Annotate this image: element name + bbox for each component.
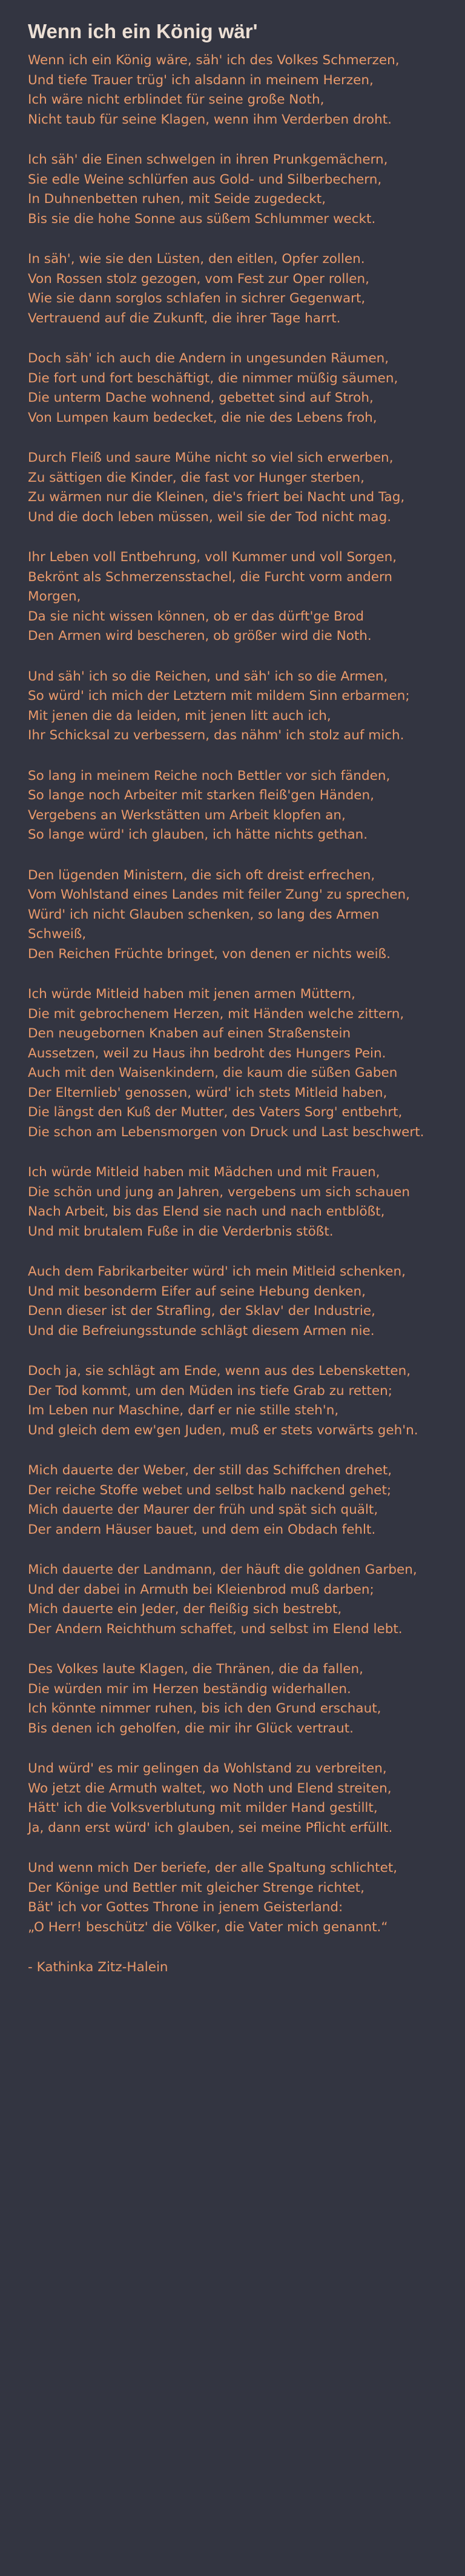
stanza (28, 150, 437, 229)
stanza (28, 1560, 437, 1639)
poem-line: Die fort und fort beschäftigt, die nimmer müßig säumen, (28, 370, 398, 386)
poem-line: Ihr Schicksal zu verbessern, das nähm' ich stolz auf mich. (28, 728, 404, 743)
stanza (28, 1461, 437, 1540)
poem-line: Und die doch leben müssen, weil sie der Tod nicht mag. (28, 509, 392, 525)
stanza (28, 548, 437, 647)
poem-line: So lange noch Arbeiter mit starken fleiß'gen Händen, (28, 788, 374, 803)
stanza (28, 667, 437, 746)
poem-line: Bekrönt als Schmerzensstachel, die Furcht vorm andern Morgen, (28, 569, 393, 604)
stanza (28, 1362, 437, 1440)
poem-line: Aussetzen, weil zu Haus ihn bedroht des Hungers Pein. (28, 1045, 386, 1061)
stanza (28, 1163, 437, 1242)
poem-line: Die schon am Lebensmorgen von Druck und Last beschwert. (28, 1124, 424, 1140)
poem-line: Der reiche Stoffe webet und selbst halb nackend gehet; (28, 1482, 392, 1498)
stanza (28, 985, 437, 1142)
poem-body (28, 51, 437, 1937)
poem-line: Von Rossen stolz gezogen, vom Fest zur Oper rollen, (28, 271, 369, 287)
poem-line: So würd' ich mich der Letztern mit mildem Sinn erbarmen; (28, 688, 410, 704)
poem-line: Von Lumpen kaum bedecket, die nie des Lebens froh, (28, 410, 377, 425)
stanza (28, 767, 437, 845)
poem-line: Mit jenen die da leiden, mit jenen litt auch ich, (28, 708, 331, 724)
poem-line: Den Reichen Früchte bringet, von denen er nichts weiß. (28, 946, 391, 962)
poem-line: Und mit besonderm Eifer auf seine Hebung denken, (28, 1283, 366, 1299)
poem-line: Bis denen ich geholfen, die mir ihr Glück vertraut. (28, 1720, 354, 1736)
poem-line: Bät' ich vor Gottes Throne in jenem Geisterland: (28, 1900, 343, 1915)
poem-line: Hätt' ich die Volksverblutung mit milder Hand gestillt, (28, 1800, 378, 1816)
poem-line: Den neugebornen Knaben auf einen Straßenstein (28, 1026, 351, 1041)
poem-line: Wo jetzt die Armuth waltet, wo Noth und Elend streiten, (28, 1780, 392, 1796)
stanza (28, 1859, 437, 1937)
poem-author: - Kathinka Zitz-Halein (28, 1960, 168, 1975)
poem-line: Zu sättigen die Kinder, die fast vor Hunger sterben, (28, 470, 364, 485)
poem-line: Den Armen wird bescheren, ob größer wird die Noth. (28, 628, 372, 644)
poem-line: Der Andern Reichthum schaffet, und selbst im Elend lebt. (28, 1621, 403, 1637)
poem-line: Der Tod kommt, um den Müden ins tiefe Grab zu retten; (28, 1383, 392, 1399)
poem-line: Ich wäre nicht erblindet für seine große Noth, (28, 92, 325, 107)
poem-line: Der andern Häuser bauet, und dem ein Obdach fehlt. (28, 1522, 376, 1537)
poem-line: Im Leben nur Maschine, darf er nie stille steh'n, (28, 1403, 339, 1418)
poem-line: Zu wärmen nur die Kleinen, die's friert bei Nacht und Tag, (28, 490, 405, 505)
poem-line: So lang in meinem Reiche noch Bettler vor sich fänden, (28, 768, 391, 784)
poem-line: Denn dieser ist der Strafling, der Sklav' der Industrie, (28, 1303, 375, 1319)
poem-line: Würd' ich nicht Glauben schenken, so lang des Armen Schweiß, (28, 907, 380, 942)
poem-line: Und die Befreiungsstunde schlägt diesem Armen nie. (28, 1323, 375, 1339)
poem-line: Auch mit den Waisenkindern, die kaum die süßen Gaben (28, 1065, 398, 1080)
poem-line: Und wenn mich Der beriefe, der alle Spaltung schlichtet, (28, 1860, 398, 1875)
poem-line: Vertrauend auf die Zukunft, die ihrer Tage harrt. (28, 310, 341, 326)
poem-line: In Duhnenbetten ruhen, mit Seide zugedeckt, (28, 191, 326, 207)
stanza (28, 349, 437, 428)
poem-line: Und der dabei in Armuth bei Kleienbrod muß darben; (28, 1582, 374, 1597)
poem-line: Der Könige und Bettler mit gleicher Strenge richtet, (28, 1880, 364, 1895)
poem-line: „O Herr! beschütz' die Völker, die Vater mich genannt.“ (28, 1919, 388, 1935)
poem-line: Ich säh' die Einen schwelgen in ihren Prunkgemächern, (28, 152, 388, 167)
poem-line: Mich dauerte der Weber, der still das Schiffchen drehet, (28, 1463, 392, 1478)
stanza (28, 1759, 437, 1838)
poem-title: Wenn ich ein König wär' (28, 20, 258, 42)
poem-line: Mich dauerte der Landmann, der häuft die goldnen Garben, (28, 1562, 417, 1577)
poem-line: Des Volkes laute Klagen, die Thränen, die da fallen, (28, 1662, 363, 1677)
stanza (28, 250, 437, 328)
poem-line: Da sie nicht wissen können, ob er das dürft'ge Brod (28, 608, 364, 624)
stanza (28, 448, 437, 527)
poem-line: Der Elternlieb' genossen, würd' ich stets Mitleid haben, (28, 1085, 388, 1100)
poem-line: Ich würde Mitleid haben mit Mädchen und mit Frauen, (28, 1165, 380, 1180)
stanza (28, 1262, 437, 1341)
poem-line: Ich könnte nimmer ruhen, bis ich den Grund erschaut, (28, 1701, 381, 1716)
poem-line: Sie edle Weine schlürfen aus Gold- und Silberbechern, (28, 171, 382, 187)
poem-line: Den lügenden Ministern, die sich oft dreist erfrechen, (28, 867, 375, 883)
poem-line: Wenn ich ein König wäre, säh' ich des Volkes Schmerzen, (28, 53, 400, 68)
poem-line: Mich dauerte ein Jeder, der fleißig sich bestrebt, (28, 1602, 342, 1617)
poem-line: Und säh' ich so die Reichen, und säh' ich so die Armen, (28, 668, 388, 684)
poem-line: So lange würd' ich glauben, ich hätte nichts gethan. (28, 827, 368, 842)
poem-line: Nicht taub für seine Klagen, wenn ihm Verderben droht. (28, 111, 392, 127)
poem-line: Und würd' es mir gelingen da Wohlstand zu verbreiten, (28, 1761, 387, 1776)
stanza (28, 866, 437, 965)
stanza (28, 1660, 437, 1739)
poem-line: Und mit brutalem Fuße in die Verderbnis stößt. (28, 1223, 334, 1239)
poem-line: Nach Arbeit, bis das Elend sie nach und nach entblößt, (28, 1204, 385, 1219)
poem-line: Auch dem Fabrikarbeiter würd' ich mein Mitleid schenken, (28, 1264, 406, 1279)
poem-line: Die mit gebrochenem Herzen, mit Händen welche zittern, (28, 1006, 404, 1022)
poem-line: Und gleich dem ew'gen Juden, muß er stets vorwärts geh'n. (28, 1422, 418, 1438)
poem-line: Und tiefe Trauer trüg' ich alsdann in meinem Herzen, (28, 72, 374, 88)
poem-line: Bis sie die hohe Sonne aus süßem Schlummer weckt. (28, 211, 376, 227)
poem-line: Ich würde Mitleid haben mit jenen armen Müttern, (28, 987, 355, 1002)
poem-line: Die schön und jung an Jahren, vergebens um sich schauen (28, 1184, 410, 1200)
poem-line: Durch Fleiß und saure Mühe nicht so viel sich erwerben, (28, 450, 394, 465)
poem-line: In säh', wie sie den Lüsten, den eitlen, Opfer zollen. (28, 251, 365, 267)
poem-line: Wie sie dann sorglos schlafen in sichrer Gegenwart, (28, 291, 366, 306)
poem-line: Ihr Leben voll Entbehrung, voll Kummer und voll Sorgen, (28, 550, 397, 565)
poem-line: Doch säh' ich auch die Andern in ungesunden Räumen, (28, 351, 389, 366)
poem-line: Die unterm Dache wohnend, gebettet sind auf Stroh, (28, 390, 374, 405)
poem-line: Mich dauerte der Maurer der früh und spät sich quält, (28, 1502, 378, 1517)
poem-line: Vergebens an Werkstätten um Arbeit klopfen an, (28, 807, 346, 823)
poem-line: Die längst den Kuß der Mutter, des Vaters Sorg' entbehrt, (28, 1105, 403, 1120)
stanza (28, 51, 437, 130)
poem-line: Doch ja, sie schlägt am Ende, wenn aus des Lebensketten, (28, 1363, 411, 1379)
poem-line: Die würden mir im Herzen beständig widerhallen. (28, 1681, 351, 1697)
poem-line: Vom Wohlstand eines Landes mit feiler Zung' zu sprechen, (28, 887, 410, 902)
poem-line: Ja, dann erst würd' ich glauben, sei meine Pflicht erfüllt. (28, 1820, 393, 1835)
